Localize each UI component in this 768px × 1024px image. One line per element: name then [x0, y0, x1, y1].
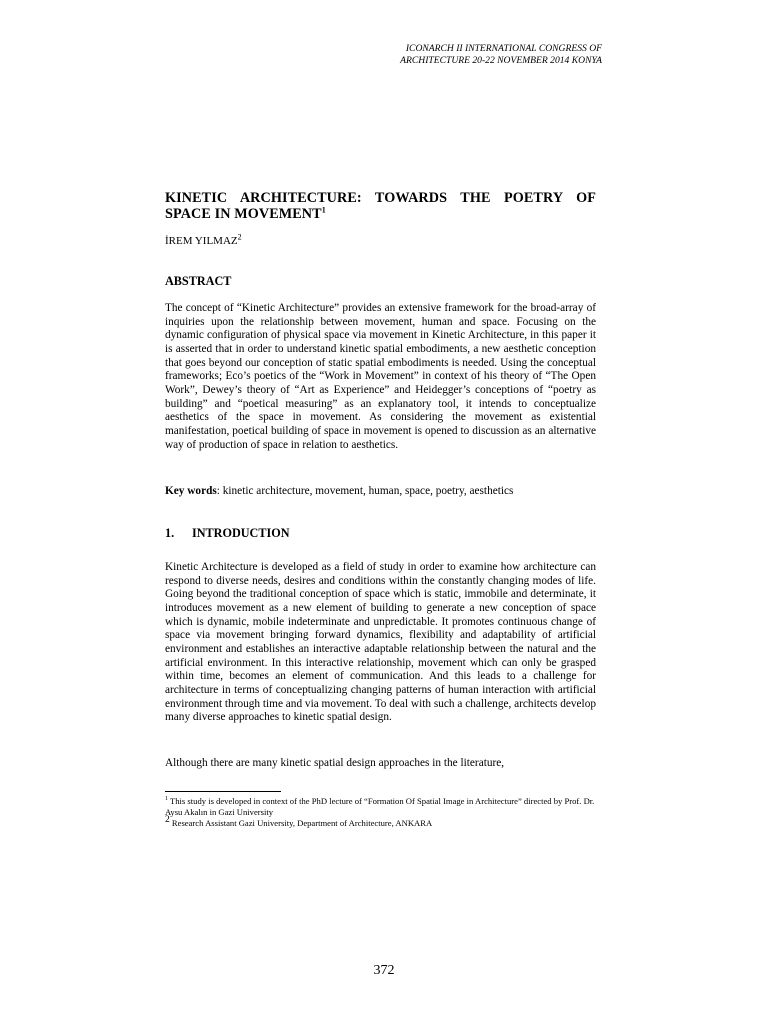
footnotes: [165, 796, 605, 829]
section-number: 1.: [165, 526, 175, 540]
page-number: 372: [373, 963, 395, 978]
keywords-line: [165, 484, 596, 498]
section-title: INTRODUCTION: [192, 526, 290, 540]
conference-header: [322, 43, 602, 67]
paper-title: [165, 190, 596, 222]
abstract-body: The concept of “Kinetic Architecture” provides an extensive framework for the broad-array of inquiries upon the relationship between movement, human and space. Focusing on the dynamic configuration of physical space via movement in Kinetic Architecture, in this paper it is asserted that in order to understand kinetic spatial embodiments, a new aesthetic conception that goes beyond our conception of static spatial embodiments is needed. Using the conceptual frameworks; Eco’s poetics of the “Work in Movement” in context of his theory of “The Open Work”, Dewey’s theory of “Art as Experience” and Heidegger’s conceptions of “poetry as building” and “poetical measuring” as an explanatory tool, it intends to conceptualize aesthetics of the space in movement. As considering the movement as existential manifestation, poetical building of space in movement is opened to discussion as an alternative way of production of space in relation to aesthetics.: [165, 302, 596, 451]
author-name: İREM YILMAZ: [165, 235, 238, 247]
keywords-label: Key words: [165, 485, 217, 497]
introduction-paragraph-2: Although there are many kinetic spatial design approaches in the literature,: [165, 757, 505, 769]
footnote-1-mark: 1: [165, 796, 168, 803]
footnote-2-mark: 2: [165, 815, 170, 826]
conference-header-line1: ICONARCH II INTERNATIONAL CONGRESS OF: [405, 43, 602, 54]
keywords-text: : kinetic architecture, movement, human, space, poetry, aesthetics: [216, 485, 514, 497]
footnote-rule: [165, 791, 281, 792]
abstract-heading: ABSTRACT: [165, 274, 232, 288]
conference-header-line2: ARCHITECTURE 20-22 NOVEMBER 2014 KONYA: [400, 55, 602, 66]
title-footnote-mark: 1: [321, 205, 326, 215]
footnote-2-text: Research Assistant Gazi University, Department of Architecture, ANKARA: [169, 818, 433, 828]
introduction-heading: [165, 526, 290, 541]
paper-title-text: KINETIC ARCHITECTURE: TOWARDS THE POETRY OF SPACE IN MOVEMENT: [165, 190, 596, 222]
author-line: [165, 232, 242, 247]
introduction-paragraph-1: Kinetic Architecture is developed as a field of study in order to examine how architecture can respond to diverse needs, desires and conditions within the constantly changing modes of life. Going beyond the traditional conception of space which is static, immobile and determinate, it introduces movement as a new element of building to generate a new conception of space which is dynamic, mobile indeterminate and unpredictable. It promotes continuous change of space via movement bringing forward dynamics, flexibility and adaptability of artificial environment and establishes an interactive adaptable relationship between the natural and the artificial environment. In this interactive relationship, movement which can only be grasped within time, becomes an element of communication. And this leads to a challenge for architecture in terms of conceptualizing changing patterns of human interaction with artificial environment through time and via movement. To deal with such a challenge, architects develop many diverse approaches to kinetic spatial design.: [165, 561, 596, 724]
author-footnote-mark: 2: [237, 232, 242, 242]
footnote-2: [165, 815, 605, 829]
footnote-1-text: This study is developed in context of the PhD lecture of “Formation Of Spatial Image in Architecture” directed by Prof. Dr. Aysu Akalın in Gazi University: [165, 796, 595, 817]
footnote-1: [165, 796, 605, 818]
